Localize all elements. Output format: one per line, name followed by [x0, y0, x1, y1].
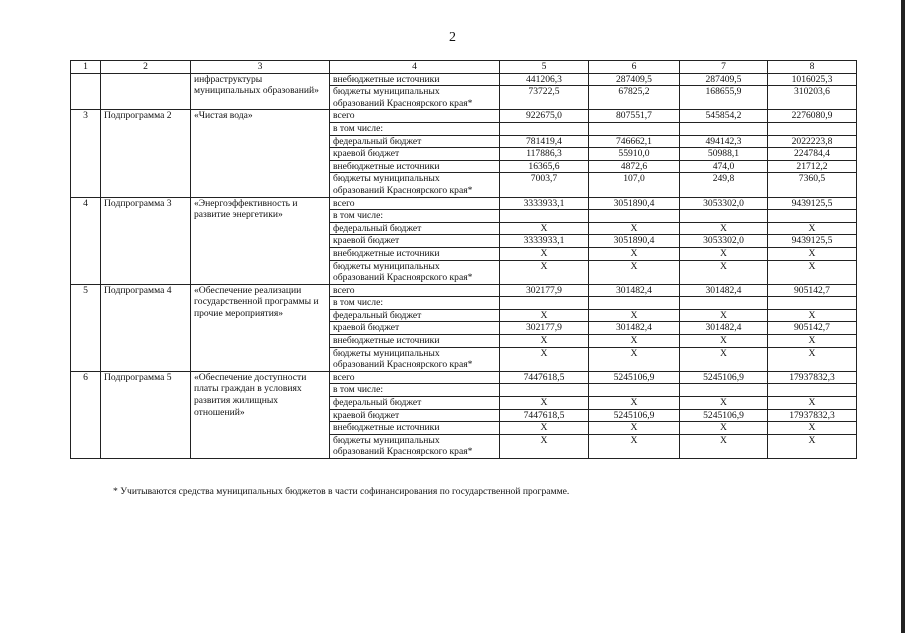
funding-source-cell — [330, 347, 500, 371]
value-cell: Х — [680, 422, 768, 435]
subprogram-title-cell — [191, 371, 330, 458]
cell-text-line: государственной программы и — [194, 296, 319, 308]
funding-source-cell: краевой бюджет — [330, 409, 500, 422]
value-cell — [589, 210, 680, 223]
cell-text-line: прочие мероприятия» — [194, 307, 284, 319]
row-number-cell — [71, 73, 101, 110]
value-cell: 249,8 — [680, 173, 768, 197]
value-cell: Х — [589, 347, 680, 371]
subprogram-name-cell: Подпрограмма 5 — [101, 371, 191, 458]
subprogram-name-cell: Подпрограмма 2 — [101, 110, 191, 197]
funding-source-cell — [330, 173, 500, 197]
value-cell: 301482,4 — [680, 284, 768, 297]
funding-source-cell: федеральный бюджет — [330, 309, 500, 322]
cell-text-line: образований Красноярского края* — [333, 272, 473, 284]
value-cell: 781419,4 — [500, 135, 589, 148]
value-cell: Х — [500, 422, 589, 435]
cell-text-line: отношений» — [194, 406, 245, 418]
funding-source-cell: краевой бюджет — [330, 235, 500, 248]
funding-source-cell: внебюджетные источники — [330, 73, 500, 86]
value-cell: 50988,1 — [680, 148, 768, 161]
value-cell: 3333933,1 — [500, 197, 589, 210]
value-cell: Х — [500, 247, 589, 260]
value-cell: Х — [768, 397, 857, 410]
value-cell: 9439125,5 — [768, 197, 857, 210]
funding-source-cell: всего — [330, 197, 500, 210]
cell-text-line: платы граждан в условиях — [194, 383, 302, 395]
funding-source-cell: в том числе: — [330, 297, 500, 310]
value-cell: 7447618,5 — [500, 409, 589, 422]
subprogram-title-cell — [191, 284, 330, 371]
value-cell: Х — [768, 347, 857, 371]
value-cell: Х — [680, 434, 768, 458]
cell-text-line: развитие энергетики» — [194, 209, 283, 221]
value-cell: Х — [589, 247, 680, 260]
column-number: 4 — [330, 61, 500, 74]
value-cell: 16365,6 — [500, 160, 589, 173]
column-number: 3 — [191, 61, 330, 74]
column-number: 2 — [101, 61, 191, 74]
value-cell — [589, 122, 680, 135]
funding-source-cell — [330, 86, 500, 110]
value-cell: Х — [768, 434, 857, 458]
value-cell: Х — [500, 222, 589, 235]
funding-source-cell: всего — [330, 110, 500, 123]
value-cell: Х — [768, 222, 857, 235]
funding-source-cell: в том числе: — [330, 122, 500, 135]
funding-source-cell: в том числе: — [330, 384, 500, 397]
budget-table — [70, 60, 857, 459]
table-row — [71, 197, 857, 210]
value-cell: Х — [680, 335, 768, 348]
value-cell: Х — [680, 347, 768, 371]
value-cell: 21712,2 — [768, 160, 857, 173]
cell-text-line: «Чистая вода» — [194, 110, 253, 122]
value-cell: Х — [589, 335, 680, 348]
subprogram-title-cell — [191, 110, 330, 197]
value-cell: Х — [768, 422, 857, 435]
cell-text-line: инфраструктуры — [194, 73, 263, 85]
value-cell: 474,0 — [680, 160, 768, 173]
value-cell: Х — [680, 222, 768, 235]
funding-source-cell: в том числе: — [330, 210, 500, 223]
value-cell: Х — [768, 309, 857, 322]
value-cell — [768, 384, 857, 397]
value-cell: Х — [500, 347, 589, 371]
value-cell: 441206,3 — [500, 73, 589, 86]
column-number: 6 — [589, 61, 680, 74]
subprogram-name-cell — [101, 73, 191, 110]
value-cell: 67825,2 — [589, 86, 680, 110]
cell-text-line: «Обеспечение реализации — [194, 284, 302, 296]
value-cell: 5245106,9 — [680, 409, 768, 422]
value-cell — [768, 122, 857, 135]
value-cell: 73722,5 — [500, 86, 589, 110]
value-cell: 168655,9 — [680, 86, 768, 110]
table-row — [71, 110, 857, 123]
value-cell: 117886,3 — [500, 148, 589, 161]
value-cell: 287409,5 — [680, 73, 768, 86]
value-cell: 302177,9 — [500, 322, 589, 335]
value-cell: 2276080,9 — [768, 110, 857, 123]
cell-text-line: бюджеты муниципальных — [333, 173, 440, 185]
value-cell: 3051890,4 — [589, 235, 680, 248]
value-cell: Х — [680, 397, 768, 410]
column-number: 5 — [500, 61, 589, 74]
cell-text-line: образований Красноярского края* — [333, 446, 473, 458]
cell-text-line: бюджеты муниципальных — [333, 434, 440, 446]
cell-text-line: бюджеты муниципальных — [333, 347, 440, 359]
funding-source-cell: всего — [330, 284, 500, 297]
value-cell: 3053302,0 — [680, 197, 768, 210]
value-cell: 5245106,9 — [680, 371, 768, 384]
value-cell: Х — [500, 309, 589, 322]
value-cell — [680, 297, 768, 310]
value-cell — [500, 297, 589, 310]
funding-source-cell: краевой бюджет — [330, 322, 500, 335]
value-cell: Х — [680, 247, 768, 260]
value-cell: Х — [589, 309, 680, 322]
row-number-cell: 5 — [71, 284, 101, 371]
value-cell: 55910,0 — [589, 148, 680, 161]
column-number: 7 — [680, 61, 768, 74]
funding-source-cell: внебюджетные источники — [330, 335, 500, 348]
value-cell: 905142,7 — [768, 284, 857, 297]
value-cell — [500, 122, 589, 135]
value-cell: Х — [589, 397, 680, 410]
funding-source-cell: федеральный бюджет — [330, 222, 500, 235]
value-cell: 302177,9 — [500, 284, 589, 297]
value-cell: Х — [680, 260, 768, 284]
value-cell — [589, 384, 680, 397]
funding-source-cell — [330, 260, 500, 284]
cell-text-line: образований Красноярского края* — [333, 97, 473, 109]
cell-text-line: бюджеты муниципальных — [333, 260, 440, 272]
value-cell: Х — [680, 309, 768, 322]
cell-text-line: образований Красноярского края* — [333, 359, 473, 371]
value-cell: Х — [589, 260, 680, 284]
value-cell — [768, 210, 857, 223]
table-row — [71, 284, 857, 297]
value-cell — [680, 122, 768, 135]
page-number: 2 — [449, 30, 456, 45]
value-cell: 301482,4 — [589, 322, 680, 335]
value-cell: 1016025,3 — [768, 73, 857, 86]
funding-source-cell: всего — [330, 371, 500, 384]
subprogram-title-cell — [191, 73, 330, 110]
value-cell: 4872,6 — [589, 160, 680, 173]
funding-source-cell: внебюджетные источники — [330, 247, 500, 260]
value-cell: 224784,4 — [768, 148, 857, 161]
funding-source-cell: внебюджетные источники — [330, 160, 500, 173]
table-row — [71, 73, 857, 86]
page-edge — [901, 0, 905, 633]
value-cell: 494142,3 — [680, 135, 768, 148]
cell-text-line: развития жилищных — [194, 395, 279, 407]
column-number: 8 — [768, 61, 857, 74]
value-cell: 310203,6 — [768, 86, 857, 110]
value-cell: 3051890,4 — [589, 197, 680, 210]
table-row — [71, 371, 857, 384]
value-cell: Х — [500, 434, 589, 458]
value-cell: 807551,7 — [589, 110, 680, 123]
column-number: 1 — [71, 61, 101, 74]
value-cell: Х — [768, 247, 857, 260]
value-cell: 5245106,9 — [589, 371, 680, 384]
value-cell: 7360,5 — [768, 173, 857, 197]
funding-source-cell: федеральный бюджет — [330, 397, 500, 410]
funding-source-cell: краевой бюджет — [330, 148, 500, 161]
column-number-row — [71, 61, 857, 74]
subprogram-name-cell: Подпрограмма 4 — [101, 284, 191, 371]
value-cell: Х — [500, 260, 589, 284]
cell-text-line: «Обеспечение доступности — [194, 371, 307, 383]
value-cell: Х — [589, 434, 680, 458]
value-cell: 545854,2 — [680, 110, 768, 123]
value-cell: 7447618,5 — [500, 371, 589, 384]
value-cell: 17937832,3 — [768, 371, 857, 384]
value-cell: 107,0 — [589, 173, 680, 197]
value-cell — [680, 210, 768, 223]
value-cell: 7003,7 — [500, 173, 589, 197]
value-cell: 3333933,1 — [500, 235, 589, 248]
cell-text-line: бюджеты муниципальных — [333, 86, 440, 98]
row-number-cell: 6 — [71, 371, 101, 458]
value-cell: 905142,7 — [768, 322, 857, 335]
cell-text-line: образований Красноярского края* — [333, 184, 473, 196]
value-cell: 5245106,9 — [589, 409, 680, 422]
row-number-cell: 4 — [71, 197, 101, 284]
value-cell — [680, 384, 768, 397]
value-cell: 746662,1 — [589, 135, 680, 148]
footnote: * Учитываются средства муниципальных бюджетов в части софинансирования по государственной программе. — [113, 486, 570, 497]
value-cell — [768, 297, 857, 310]
table-body — [71, 61, 857, 459]
value-cell: 2022223,8 — [768, 135, 857, 148]
cell-text-line: «Энергоэффективность и — [194, 197, 298, 209]
value-cell: 9439125,5 — [768, 235, 857, 248]
value-cell: 287409,5 — [589, 73, 680, 86]
value-cell — [500, 210, 589, 223]
row-number-cell: 3 — [71, 110, 101, 197]
value-cell: 922675,0 — [500, 110, 589, 123]
value-cell: Х — [768, 260, 857, 284]
value-cell: 3053302,0 — [680, 235, 768, 248]
value-cell: Х — [589, 422, 680, 435]
subprogram-name-cell: Подпрограмма 3 — [101, 197, 191, 284]
funding-source-cell: федеральный бюджет — [330, 135, 500, 148]
funding-source-cell: внебюджетные источники — [330, 422, 500, 435]
value-cell — [500, 384, 589, 397]
value-cell: 17937832,3 — [768, 409, 857, 422]
cell-text-line: муниципальных образований» — [194, 85, 319, 97]
subprogram-title-cell — [191, 197, 330, 284]
funding-source-cell — [330, 434, 500, 458]
value-cell: Х — [500, 397, 589, 410]
value-cell: Х — [500, 335, 589, 348]
value-cell: 301482,4 — [589, 284, 680, 297]
value-cell — [589, 297, 680, 310]
value-cell: 301482,4 — [680, 322, 768, 335]
value-cell: Х — [768, 335, 857, 348]
value-cell: Х — [589, 222, 680, 235]
